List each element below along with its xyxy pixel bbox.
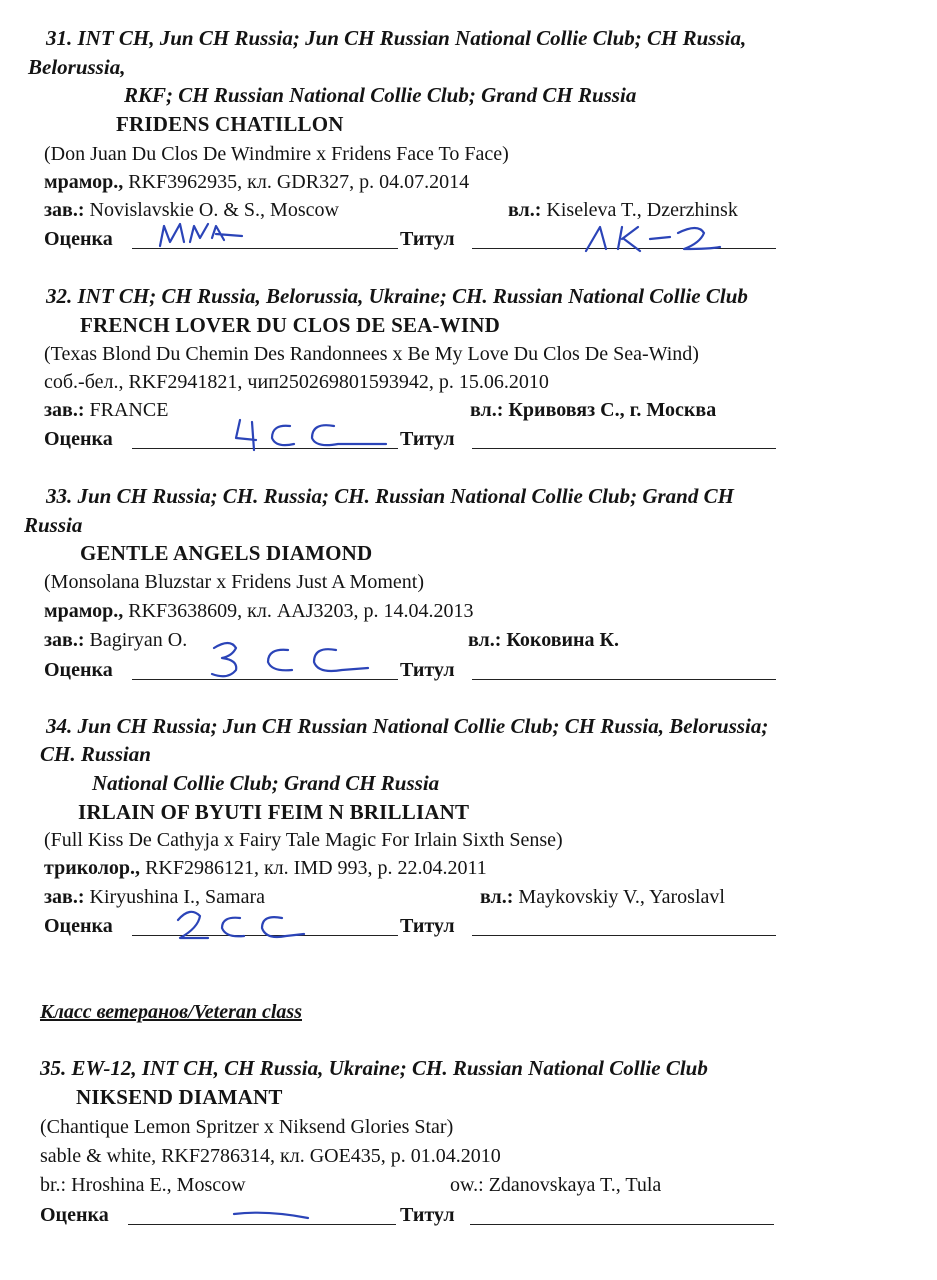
entry-31-titles-line2: Belorussia, xyxy=(28,55,126,79)
entry-31-score-handwriting xyxy=(150,218,260,254)
entry-31-dog-name: FRIDENS CHATILLON xyxy=(116,112,344,136)
entry-32-owner-label: вл.: xyxy=(470,399,504,421)
entry-31-coat: мрамор., xyxy=(44,171,124,193)
entry-32-titles-line1: 32. INT CH; CH Russia, Belorussia, Ukraine; CH. Russian National Collie Club xyxy=(46,284,748,308)
entry-35-score-handwriting xyxy=(228,1204,318,1228)
entry-32-breeder-value: FRANCE xyxy=(84,399,169,421)
entry-35-titles-line1: 35. EW-12, INT CH, CH Russia, Ukraine; CH. Russian National Collie Club xyxy=(40,1056,708,1080)
entry-33-owner-label: вл.: xyxy=(468,629,502,651)
entry-32-owner-value: Кривовяз С., г. Москва xyxy=(503,399,717,421)
entry-32-title-label: Титул xyxy=(400,428,455,450)
entry-31-owner-value: Kiseleva T., Dzerzhinsk xyxy=(541,199,738,221)
entry-35-score-label: Оценка xyxy=(40,1204,109,1226)
entry-34-titles-line3: National Collie Club; Grand CH Russia xyxy=(92,771,440,795)
entry-34-owner-label: вл.: xyxy=(480,886,514,908)
entry-33-titles-line2: Russia xyxy=(24,513,83,537)
entry-34-details xyxy=(44,858,487,878)
entry-33-parents: (Monsolana Bluzstar x Fridens Just A Moment) xyxy=(44,571,424,593)
entry-32-owner xyxy=(470,400,716,420)
entry-34-registry: RKF2986121, кл. IMD 993, р. 22.04.2011 xyxy=(140,857,487,879)
entry-33-details xyxy=(44,601,474,621)
entry-34-title-field[interactable] xyxy=(472,935,776,936)
entry-33-title-field[interactable] xyxy=(472,679,776,680)
entry-34-breeder-value: Kiryushina I., Samara xyxy=(84,886,266,908)
entry-33-coat: мрамор., xyxy=(44,600,124,622)
entry-33-score-handwriting xyxy=(196,632,376,684)
entry-33-title-label: Титул xyxy=(400,659,455,681)
entry-35-breeder xyxy=(40,1175,246,1195)
entry-35-breeder-label: br.: xyxy=(40,1174,67,1196)
entry-34-owner xyxy=(480,887,725,907)
entry-33-owner-value: Коковина К. xyxy=(501,629,620,651)
entry-31-breeder-label: зав.: xyxy=(44,199,85,221)
entry-34-score-label: Оценка xyxy=(44,915,113,937)
entry-32-parents: (Texas Blond Du Chemin Des Randonnees x Be My Love Du Clos De Sea-Wind) xyxy=(44,343,699,365)
entry-31-title-label: Титул xyxy=(400,228,455,250)
entry-31-breeder xyxy=(44,200,339,220)
entry-31-owner-label: вл.: xyxy=(508,199,542,221)
entry-31-score-label: Оценка xyxy=(44,228,113,250)
entry-35-parents: (Chantique Lemon Spritzer x Niksend Glories Star) xyxy=(40,1116,454,1138)
entry-34-score-handwriting xyxy=(170,902,310,948)
entry-33-breeder-label: зав.: xyxy=(44,629,85,651)
entry-34-dog-name: IRLAIN OF BYUTI FEIM N BRILLIANT xyxy=(78,800,470,824)
entry-34-titles-line1: 34. Jun CH Russia; Jun CH Russian National Collie Club; CH Russia, Belorussia; xyxy=(46,714,769,738)
entry-35-owner xyxy=(450,1175,661,1195)
entry-35-breeder-value: Hroshina E., Moscow xyxy=(66,1174,246,1196)
entry-32-details: соб.-бел., RKF2941821, чип250269801593942, р. 15.06.2010 xyxy=(44,371,549,393)
entry-32-title-field[interactable] xyxy=(472,448,776,449)
veteran-class-heading: Класс ветеранов/Veteran class xyxy=(40,1001,302,1023)
entry-34-breeder-label: зав.: xyxy=(44,886,85,908)
entry-34-coat: триколор., xyxy=(44,857,141,879)
entry-33-owner xyxy=(468,630,619,650)
entry-34-owner-value: Maykovskiy V., Yaroslavl xyxy=(513,886,725,908)
entry-31-title-handwriting xyxy=(580,215,730,263)
entry-31-titles-line3: RKF; CH Russian National Collie Club; Grand CH Russia xyxy=(124,83,637,107)
entry-33-breeder xyxy=(44,630,187,650)
entry-31-breeder-value: Novislavskie O. & S., Moscow xyxy=(84,199,339,221)
entry-32-breeder xyxy=(44,400,168,420)
entry-31-registry: RKF3962935, кл. GDR327, р. 04.07.2014 xyxy=(123,171,470,193)
entry-35-title-label: Титул xyxy=(400,1204,455,1226)
entry-33-breeder-value: Bagiryan O. xyxy=(84,629,188,651)
entry-33-score-label: Оценка xyxy=(44,659,113,681)
entry-31-titles-line1: 31. INT CH, Jun CH Russia; Jun CH Russian National Collie Club; CH Russia, xyxy=(46,26,747,50)
entry-31-parents: (Don Juan Du Clos De Windmire x Fridens Face To Face) xyxy=(44,143,509,165)
entry-32-score-handwriting xyxy=(226,412,396,456)
entry-35-title-field[interactable] xyxy=(470,1224,774,1225)
entry-32-breeder-label: зав.: xyxy=(44,399,85,421)
entry-34-titles-line2: CH. Russian xyxy=(40,742,151,766)
entry-35-owner-value: Zdanovskaya T., Tula xyxy=(483,1174,662,1196)
entry-31-details xyxy=(44,172,469,192)
entry-35-details: sable & white, RKF2786314, кл. GOE435, р. 01.04.2010 xyxy=(40,1145,501,1167)
entry-32-dog-name: FRENCH LOVER DU CLOS DE SEA-WIND xyxy=(80,313,501,337)
entry-33-registry: RKF3638609, кл. AAJ3203, р. 14.04.2013 xyxy=(123,600,474,622)
entry-33-titles-line1: 33. Jun CH Russia; CH. Russia; CH. Russian National Collie Club; Grand CH xyxy=(46,484,734,508)
entry-32-score-label: Оценка xyxy=(44,428,113,450)
entry-34-title-label: Титул xyxy=(400,915,455,937)
entry-35-dog-name: NIKSEND DIAMANT xyxy=(76,1085,283,1109)
entry-33-dog-name: GENTLE ANGELS DIAMOND xyxy=(80,541,373,565)
entry-34-parents: (Full Kiss De Cathyja x Fairy Tale Magic For Irlain Sixth Sense) xyxy=(44,829,563,851)
entry-35-owner-label: ow.: xyxy=(450,1174,484,1196)
